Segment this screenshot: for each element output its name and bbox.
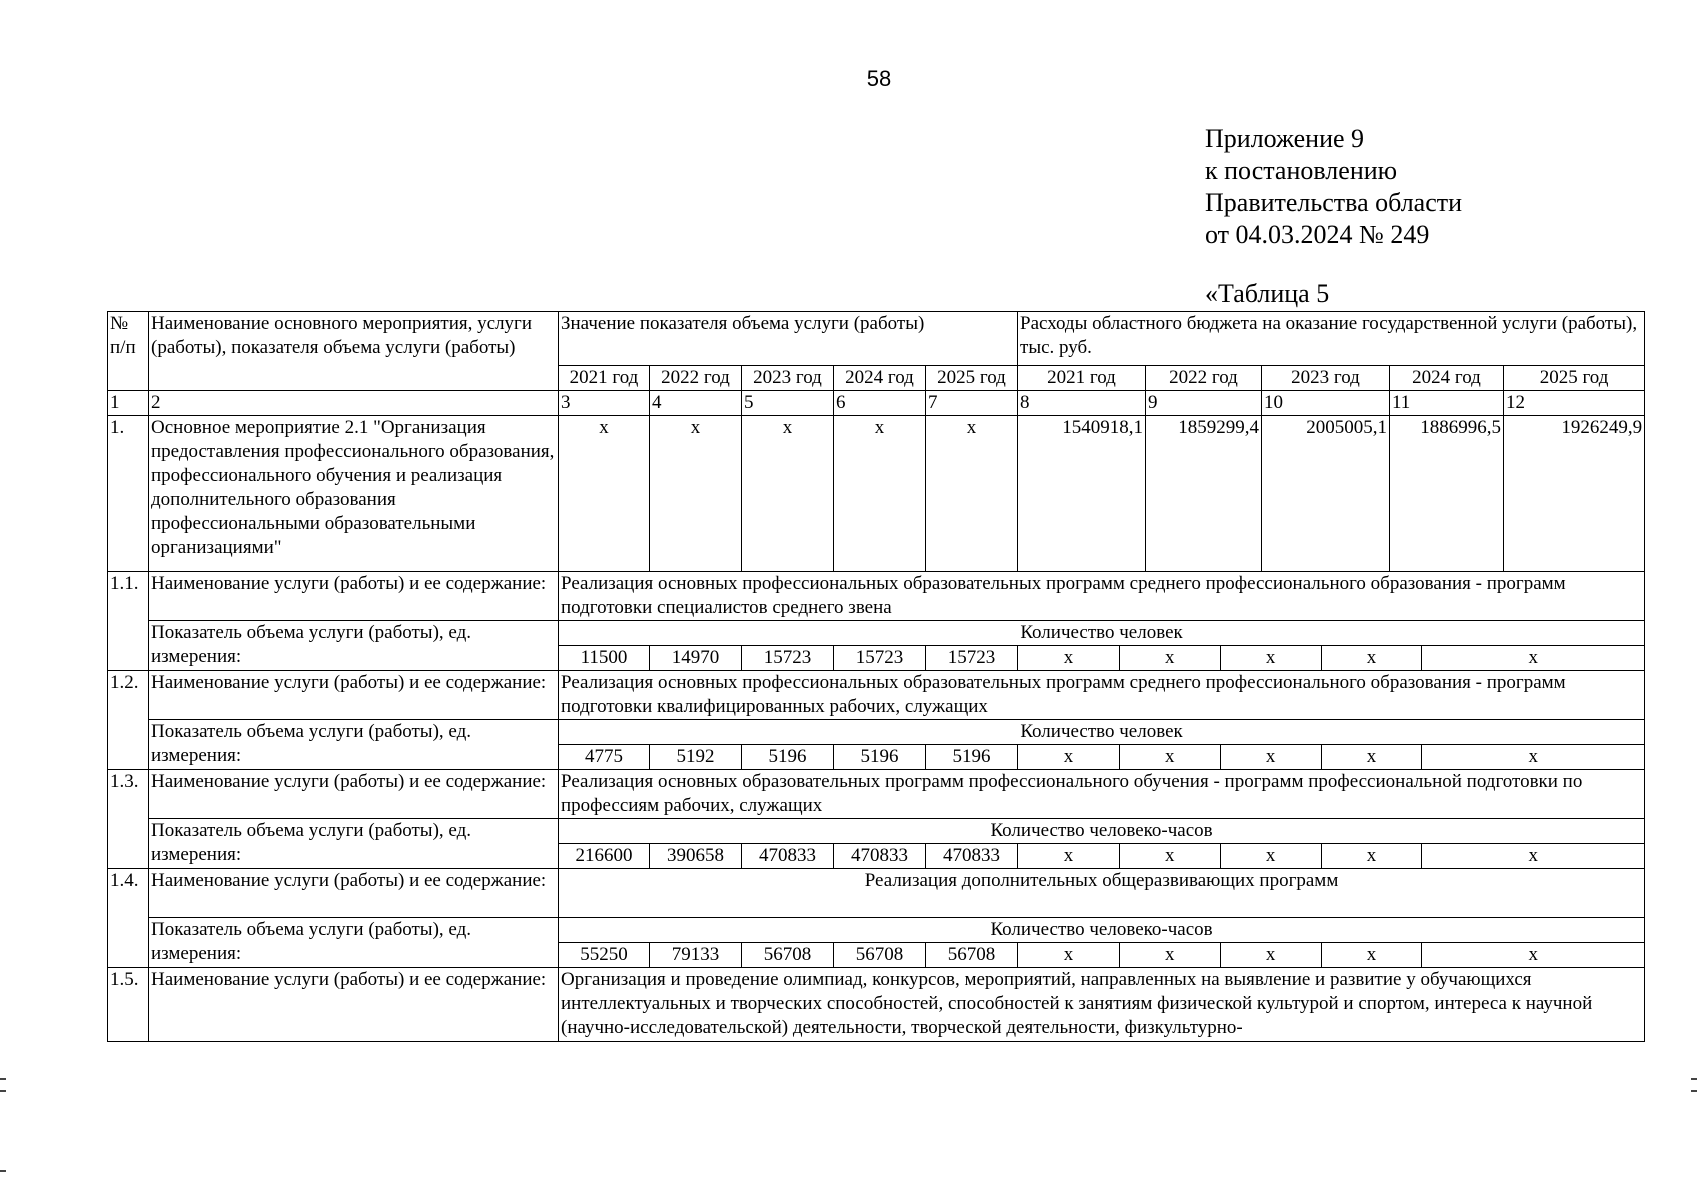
volume-value: х: [559, 416, 650, 572]
budget-value: 1859299,4: [1146, 416, 1262, 572]
header-volume-year: 2022 год: [650, 366, 742, 391]
row-num: 1.2.: [108, 671, 149, 770]
header-volume-year: 2021 год: [559, 366, 650, 391]
header-volume-year: 2025 год: [926, 366, 1018, 391]
budget-value: х: [1321, 745, 1422, 769]
services-table: [107, 311, 1645, 1042]
page-number: 58: [866, 66, 892, 91]
volume-value: 5196: [742, 745, 834, 770]
service-label: Наименование услуги (работы) и ее содержание:: [149, 770, 559, 819]
header-budget-group: Расходы областного бюджета на оказание государственной услуги (работы), тыс. руб.: [1018, 312, 1645, 366]
volume-value: х: [834, 416, 926, 572]
scan-edge-mark: [1691, 1090, 1697, 1092]
budget-value: х: [1220, 943, 1321, 967]
header-budget-year: 2025 год: [1504, 366, 1645, 391]
budget-value: 1540918,1: [1018, 416, 1146, 572]
main-activity-name: Основное мероприятие 2.1 "Организация предоставления профессионального образования, профессионального обучения и реализация дополнительного образования профессиональными образовательными организациями": [149, 416, 559, 572]
column-number: 3: [559, 391, 650, 416]
appendix-line: от 04.03.2024 № 249: [1205, 220, 1430, 249]
budget-value: 1886996,5: [1390, 416, 1504, 572]
header-budget-year: 2024 год: [1390, 366, 1504, 391]
budget-value: х: [1321, 646, 1422, 670]
budget-value: 2005005,1: [1262, 416, 1390, 572]
budget-value: х: [1321, 844, 1422, 868]
budget-value: 1926249,9: [1504, 416, 1645, 572]
service-text: Организация и проведение олимпиад, конкурсов, мероприятий, направленных на выявление и развитие у обучающихся интеллектуальных и творческих способностей, способностей к занятиям физической культурой и спортом, интереса к научной (научно-исследовательской) деятельности, творческой деятельности, физкультурно-: [559, 968, 1645, 1042]
column-number: 11: [1390, 391, 1504, 416]
budget-value: х: [1321, 943, 1422, 967]
table-caption: «Таблица 5: [1205, 279, 1330, 308]
budget-value: х: [1421, 646, 1644, 670]
budget-value: х: [1421, 943, 1644, 967]
unit-label: Количество человеко-часов: [559, 819, 1645, 844]
appendix-line: Приложение 9: [1205, 124, 1365, 153]
service-text: Реализация основных образовательных программ профессионального обучения - программ профессиональной подготовки по профессиям рабочих, служащих: [559, 770, 1645, 819]
main-activity-row: [108, 416, 1645, 572]
indicator-label: Показатель объема услуги (работы), ед. измерения:: [149, 720, 559, 770]
service-row: [108, 968, 1645, 1042]
service-label: Наименование услуги (работы) и ее содержание:: [149, 869, 559, 918]
budget-value: х: [1421, 745, 1644, 769]
service-text: Реализация основных профессиональных образовательных программ среднего профессионального образования - программ подготовки квалифицированных рабочих, служащих: [559, 671, 1645, 720]
unit-label: Количество человек: [559, 621, 1645, 646]
budget-value: х: [1220, 844, 1321, 868]
volume-value: 79133: [650, 943, 742, 968]
scan-edge-mark: [0, 1078, 6, 1080]
budget-value: х: [1063, 944, 1074, 965]
volume-value: 470833: [742, 844, 834, 869]
unit-label: Количество человеко-часов: [559, 918, 1645, 943]
service-label: Наименование услуги (работы) и ее содержание:: [149, 572, 559, 621]
header-row: [108, 312, 1645, 366]
budget-value: х: [1220, 646, 1321, 670]
volume-value: 470833: [926, 844, 1018, 869]
header-budget-year: 2022 год: [1146, 366, 1262, 391]
column-number: 8: [1018, 391, 1146, 416]
volume-value: 5196: [834, 745, 926, 770]
volume-value: 5196: [926, 745, 1018, 770]
budget-values-cell: [1018, 844, 1645, 869]
scan-edge-mark: [0, 1170, 6, 1172]
row-num: 1.5.: [108, 968, 149, 1042]
service-text: Реализация дополнительных общеразвивающих программ: [559, 869, 1645, 918]
column-number: 1: [108, 391, 149, 416]
budget-value: х: [1119, 943, 1220, 967]
indicator-label: Показатель объема услуги (работы), ед. измерения:: [149, 918, 559, 968]
header-name: Наименование основного мероприятия, услуги (работы), показателя объема услуги (работы): [149, 312, 559, 391]
service-label: Наименование услуги (работы) и ее содержание:: [149, 968, 559, 1042]
column-number: 7: [926, 391, 1018, 416]
volume-value: 15723: [926, 646, 1018, 671]
budget-value: х: [1421, 844, 1644, 868]
volume-value: 15723: [834, 646, 926, 671]
header-volume-group: Значение показателя объема услуги (работы): [559, 312, 1018, 366]
volume-value: 15723: [742, 646, 834, 671]
volume-value: 11500: [559, 646, 650, 671]
volume-value: х: [742, 416, 834, 572]
row-num: 1.3.: [108, 770, 149, 869]
service-row: [108, 671, 1645, 720]
column-number: 5: [742, 391, 834, 416]
scan-edge-mark: [1691, 1078, 1697, 1080]
volume-value: 5192: [650, 745, 742, 770]
indicator-label: Показатель объема услуги (работы), ед. измерения:: [149, 819, 559, 869]
header-volume-year: 2024 год: [834, 366, 926, 391]
unit-row: [108, 918, 1645, 943]
budget-values-cell: [1018, 943, 1645, 968]
volume-value: 4775: [559, 745, 650, 770]
appendix-line: Правительства области: [1205, 188, 1463, 217]
appendix-line: к постановлению: [1205, 156, 1398, 185]
volume-value: 470833: [834, 844, 926, 869]
service-text: Реализация основных профессиональных образовательных программ среднего профессионального образования - программ подготовки специалистов среднего звена: [559, 572, 1645, 621]
row-num: 1.4.: [108, 869, 149, 968]
indicator-label: Показатель объема услуги (работы), ед. измерения:: [149, 621, 559, 671]
column-number: 2: [149, 391, 559, 416]
header-num: № п/п: [108, 312, 149, 391]
unit-row: [108, 621, 1645, 646]
volume-value: 216600: [559, 844, 650, 869]
budget-value: х: [1220, 745, 1321, 769]
column-number: 6: [834, 391, 926, 416]
volume-value: х: [650, 416, 742, 572]
budget-value: х: [1063, 845, 1074, 866]
volume-value: 56708: [834, 943, 926, 968]
unit-label: Количество человек: [559, 720, 1645, 745]
budget-value: х: [1063, 746, 1074, 767]
header-volume-year: 2023 год: [742, 366, 834, 391]
row-num: 1.1.: [108, 572, 149, 671]
budget-values-cell: [1018, 646, 1645, 671]
column-number: 4: [650, 391, 742, 416]
budget-value: х: [1063, 647, 1074, 668]
volume-value: 55250: [559, 943, 650, 968]
column-number: 10: [1262, 391, 1390, 416]
header-budget-year: 2023 год: [1262, 366, 1390, 391]
volume-value: х: [926, 416, 1018, 572]
scan-edge-mark: [0, 1090, 6, 1092]
appendix-block: [1205, 123, 1462, 251]
unit-row: [108, 819, 1645, 844]
unit-row: [108, 720, 1645, 745]
service-row: [108, 572, 1645, 621]
budget-value: х: [1119, 745, 1220, 769]
header-budget-year: 2021 год: [1018, 366, 1146, 391]
service-row: [108, 869, 1645, 918]
volume-value: 56708: [926, 943, 1018, 968]
service-row: [108, 770, 1645, 819]
column-number: 9: [1146, 391, 1262, 416]
budget-values-cell: [1018, 745, 1645, 770]
column-number-row: [108, 391, 1645, 416]
column-number: 12: [1504, 391, 1645, 416]
volume-value: 56708: [742, 943, 834, 968]
volume-value: 14970: [650, 646, 742, 671]
budget-value: х: [1119, 646, 1220, 670]
row-num: 1.: [108, 416, 149, 572]
budget-value: х: [1119, 844, 1220, 868]
volume-value: 390658: [650, 844, 742, 869]
service-label: Наименование услуги (работы) и ее содержание:: [149, 671, 559, 720]
